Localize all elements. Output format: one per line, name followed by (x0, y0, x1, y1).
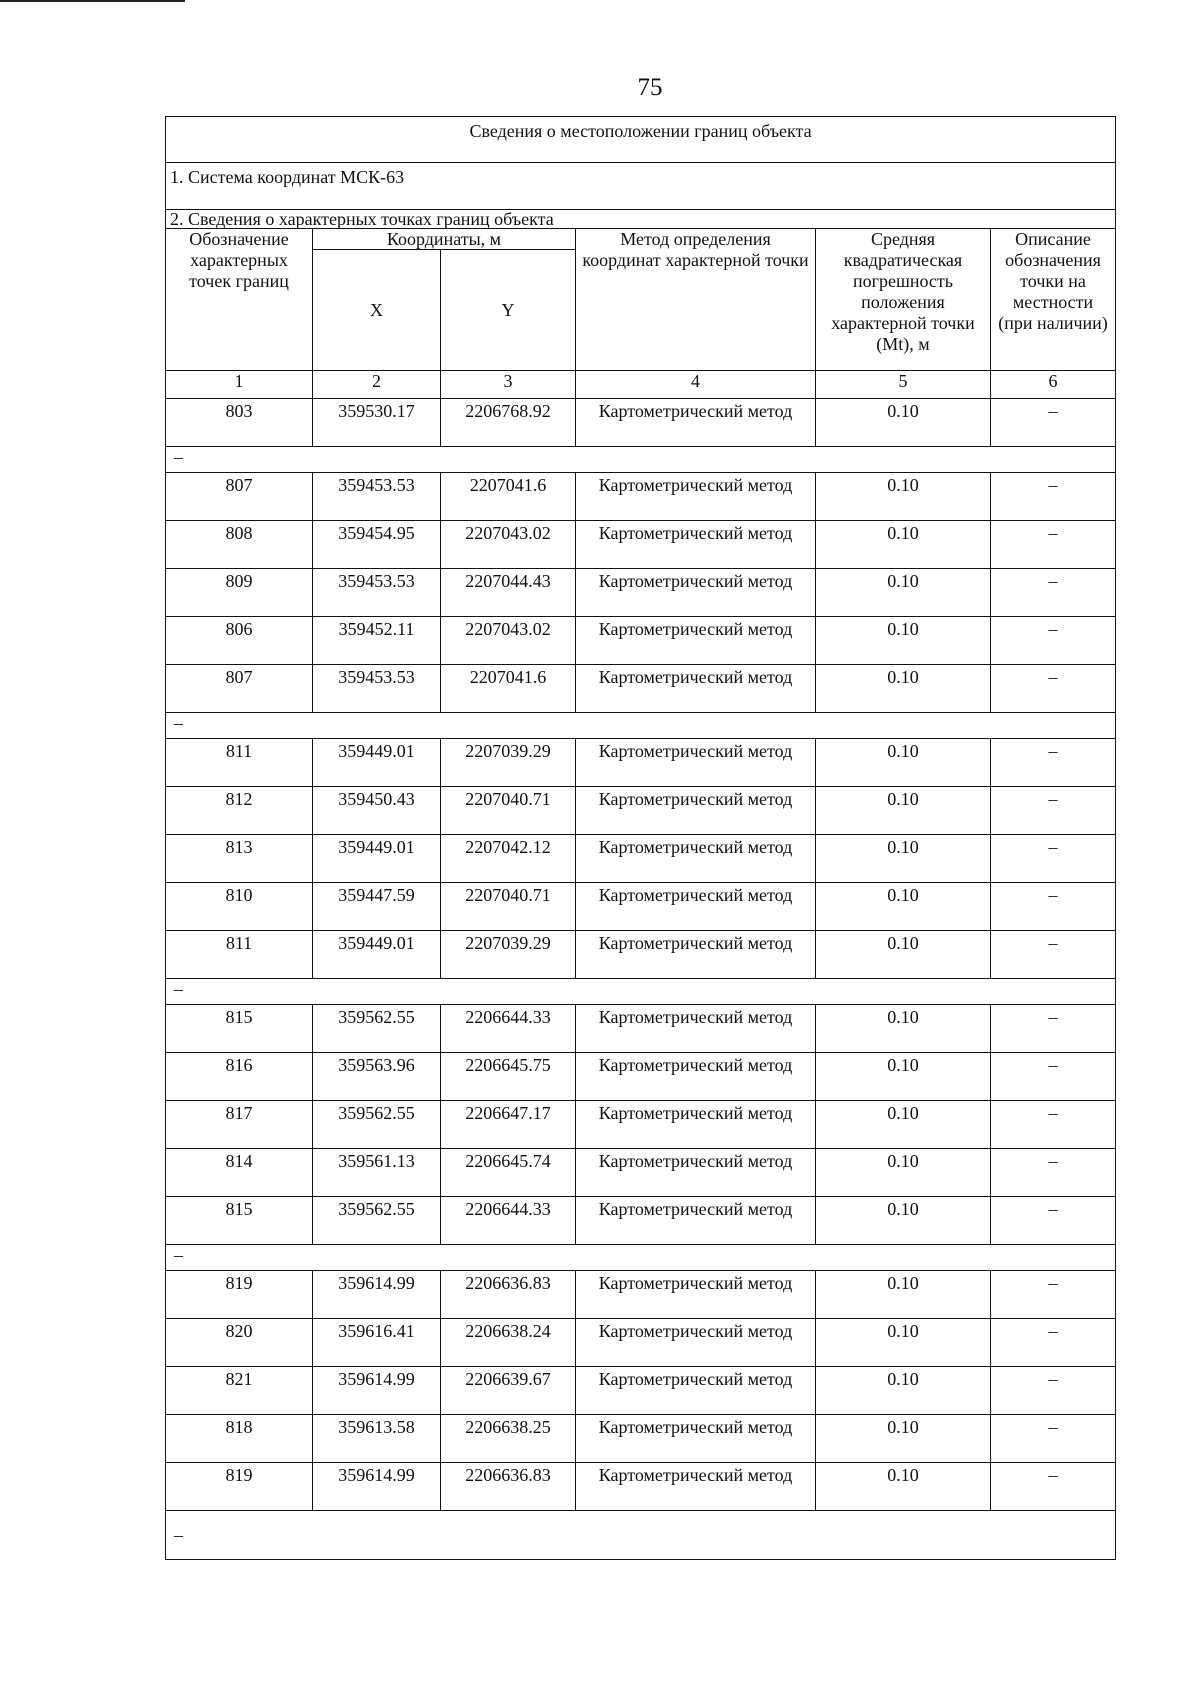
error-cell: 0.10 (816, 473, 991, 521)
group-separator: – (166, 1245, 1116, 1271)
table-row (166, 835, 1116, 883)
table-row (166, 787, 1116, 835)
coordinate-system: 1. Система координат МСК-63 (166, 163, 1116, 210)
table-row (166, 1463, 1116, 1511)
y-cell: 2206636.83 (441, 1463, 576, 1511)
description-cell: – (991, 473, 1116, 521)
table-row (166, 931, 1116, 979)
header-x: X (313, 250, 441, 371)
y-cell: 2206639.67 (441, 1367, 576, 1415)
method-cell: Картометрический метод (576, 1197, 816, 1245)
error-cell: 0.10 (816, 665, 991, 713)
description-cell: – (991, 739, 1116, 787)
point-cell: 819 (166, 1463, 313, 1511)
y-cell: 2207039.29 (441, 931, 576, 979)
scan-artifact-line (0, 0, 185, 2)
method-cell: Картометрический метод (576, 1271, 816, 1319)
x-cell: 359562.55 (313, 1005, 441, 1053)
x-cell: 359449.01 (313, 739, 441, 787)
header-y: Y (441, 250, 576, 371)
method-cell: Картометрический метод (576, 569, 816, 617)
table-row (166, 1053, 1116, 1101)
x-cell: 359561.13 (313, 1149, 441, 1197)
table-row (166, 1271, 1116, 1319)
page-number: 75 (637, 74, 663, 101)
x-cell: 359613.58 (313, 1415, 441, 1463)
table-title: Сведения о местоположении границ объекта (166, 117, 1116, 163)
method-cell: Картометрический метод (576, 787, 816, 835)
point-cell: 815 (166, 1005, 313, 1053)
x-cell: 359563.96 (313, 1053, 441, 1101)
column-number: 5 (816, 371, 991, 399)
description-cell: – (991, 1367, 1116, 1415)
table-row (166, 617, 1116, 665)
error-cell: 0.10 (816, 787, 991, 835)
point-cell: 820 (166, 1319, 313, 1367)
method-cell: Картометрический метод (576, 1463, 816, 1511)
description-cell: – (991, 617, 1116, 665)
y-cell: 2207043.02 (441, 617, 576, 665)
description-cell: – (991, 665, 1116, 713)
error-cell: 0.10 (816, 1415, 991, 1463)
x-cell: 359616.41 (313, 1319, 441, 1367)
x-cell: 359562.55 (313, 1101, 441, 1149)
x-cell: 359450.43 (313, 787, 441, 835)
error-cell: 0.10 (816, 1319, 991, 1367)
table-row (166, 473, 1116, 521)
column-number: 1 (166, 371, 313, 399)
point-cell: 817 (166, 1101, 313, 1149)
description-cell: – (991, 883, 1116, 931)
section-title: 2. Сведения о характерных точках границ объекта (166, 210, 1116, 229)
x-cell: 359452.11 (313, 617, 441, 665)
group-separator: – (166, 1511, 1116, 1560)
method-cell: Картометрический метод (576, 399, 816, 447)
header-description: Описание обозначения точки на местности (при наличии) (991, 229, 1116, 371)
y-cell: 2206644.33 (441, 1005, 576, 1053)
table-row (166, 1005, 1116, 1053)
point-cell: 810 (166, 883, 313, 931)
y-cell: 2207041.6 (441, 665, 576, 713)
error-cell: 0.10 (816, 1463, 991, 1511)
y-cell: 2207042.12 (441, 835, 576, 883)
point-cell: 811 (166, 739, 313, 787)
method-cell: Картометрический метод (576, 1319, 816, 1367)
header-error: Средняя квадратическая погрешность положения характерной точки (Mt), м (816, 229, 991, 371)
error-cell: 0.10 (816, 1367, 991, 1415)
x-cell: 359453.53 (313, 473, 441, 521)
method-cell: Картометрический метод (576, 883, 816, 931)
y-cell: 2206644.33 (441, 1197, 576, 1245)
table-row (166, 521, 1116, 569)
error-cell: 0.10 (816, 739, 991, 787)
y-cell: 2207044.43 (441, 569, 576, 617)
header-method: Метод определения координат характерной точки (576, 229, 816, 371)
header-coordinates: Координаты, м (313, 229, 576, 250)
x-cell: 359614.99 (313, 1367, 441, 1415)
point-cell: 808 (166, 521, 313, 569)
y-cell: 2207043.02 (441, 521, 576, 569)
table-row (166, 1197, 1116, 1245)
description-cell: – (991, 1005, 1116, 1053)
column-number: 2 (313, 371, 441, 399)
y-cell: 2207040.71 (441, 883, 576, 931)
method-cell: Картометрический метод (576, 835, 816, 883)
description-cell: – (991, 835, 1116, 883)
description-cell: – (991, 1053, 1116, 1101)
group-separator-row (166, 1245, 1116, 1271)
y-cell: 2207040.71 (441, 787, 576, 835)
table-row (166, 1101, 1116, 1149)
table-row (166, 739, 1116, 787)
group-separator: – (166, 447, 1116, 473)
y-cell: 2206647.17 (441, 1101, 576, 1149)
description-cell: – (991, 399, 1116, 447)
point-cell: 821 (166, 1367, 313, 1415)
description-cell: – (991, 1271, 1116, 1319)
x-cell: 359530.17 (313, 399, 441, 447)
group-separator-row (166, 979, 1116, 1005)
method-cell: Картометрический метод (576, 473, 816, 521)
x-cell: 359453.53 (313, 665, 441, 713)
x-cell: 359562.55 (313, 1197, 441, 1245)
column-number: 6 (991, 371, 1116, 399)
column-numbers-row (166, 371, 1116, 399)
y-cell: 2206636.83 (441, 1271, 576, 1319)
error-cell: 0.10 (816, 835, 991, 883)
point-cell: 809 (166, 569, 313, 617)
table-row (166, 883, 1116, 931)
boundary-points-table (165, 116, 1116, 1560)
description-cell: – (991, 1463, 1116, 1511)
error-cell: 0.10 (816, 521, 991, 569)
y-cell: 2206645.75 (441, 1053, 576, 1101)
method-cell: Картометрический метод (576, 521, 816, 569)
method-cell: Картометрический метод (576, 1005, 816, 1053)
point-cell: 813 (166, 835, 313, 883)
description-cell: – (991, 931, 1116, 979)
error-cell: 0.10 (816, 1197, 991, 1245)
point-cell: 811 (166, 931, 313, 979)
method-cell: Картометрический метод (576, 1149, 816, 1197)
group-separator: – (166, 979, 1116, 1005)
y-cell: 2206638.24 (441, 1319, 576, 1367)
x-cell: 359614.99 (313, 1463, 441, 1511)
point-cell: 803 (166, 399, 313, 447)
description-cell: – (991, 1197, 1116, 1245)
method-cell: Картометрический метод (576, 739, 816, 787)
table-row (166, 665, 1116, 713)
table-row (166, 399, 1116, 447)
error-cell: 0.10 (816, 1053, 991, 1101)
table-row (166, 1149, 1116, 1197)
point-cell: 815 (166, 1197, 313, 1245)
group-separator-row (166, 447, 1116, 473)
description-cell: – (991, 569, 1116, 617)
table-row (166, 1367, 1116, 1415)
x-cell: 359453.53 (313, 569, 441, 617)
y-cell: 2206638.25 (441, 1415, 576, 1463)
description-cell: – (991, 1319, 1116, 1367)
point-cell: 807 (166, 473, 313, 521)
y-cell: 2207039.29 (441, 739, 576, 787)
error-cell: 0.10 (816, 1149, 991, 1197)
error-cell: 0.10 (816, 1101, 991, 1149)
description-cell: – (991, 1101, 1116, 1149)
error-cell: 0.10 (816, 931, 991, 979)
x-cell: 359447.59 (313, 883, 441, 931)
x-cell: 359449.01 (313, 931, 441, 979)
point-cell: 807 (166, 665, 313, 713)
description-cell: – (991, 787, 1116, 835)
table-row (166, 1415, 1116, 1463)
table-row (166, 1319, 1116, 1367)
x-cell: 359614.99 (313, 1271, 441, 1319)
error-cell: 0.10 (816, 1005, 991, 1053)
table-row (166, 569, 1116, 617)
x-cell: 359454.95 (313, 521, 441, 569)
column-number: 3 (441, 371, 576, 399)
method-cell: Картометрический метод (576, 1367, 816, 1415)
error-cell: 0.10 (816, 617, 991, 665)
group-separator-row (166, 713, 1116, 739)
method-cell: Картометрический метод (576, 617, 816, 665)
method-cell: Картометрический метод (576, 1415, 816, 1463)
point-cell: 819 (166, 1271, 313, 1319)
description-cell: – (991, 1149, 1116, 1197)
method-cell: Картометрический метод (576, 931, 816, 979)
error-cell: 0.10 (816, 569, 991, 617)
method-cell: Картометрический метод (576, 1101, 816, 1149)
method-cell: Картометрический метод (576, 1053, 816, 1101)
y-cell: 2206768.92 (441, 399, 576, 447)
point-cell: 818 (166, 1415, 313, 1463)
error-cell: 0.10 (816, 1271, 991, 1319)
point-cell: 814 (166, 1149, 313, 1197)
point-cell: 816 (166, 1053, 313, 1101)
error-cell: 0.10 (816, 399, 991, 447)
group-separator-row (166, 1511, 1116, 1560)
description-cell: – (991, 521, 1116, 569)
group-separator: – (166, 713, 1116, 739)
method-cell: Картометрический метод (576, 665, 816, 713)
y-cell: 2207041.6 (441, 473, 576, 521)
column-number: 4 (576, 371, 816, 399)
point-cell: 812 (166, 787, 313, 835)
error-cell: 0.10 (816, 883, 991, 931)
description-cell: – (991, 1415, 1116, 1463)
y-cell: 2206645.74 (441, 1149, 576, 1197)
point-cell: 806 (166, 617, 313, 665)
x-cell: 359449.01 (313, 835, 441, 883)
header-designation: Обозначение характерных точек границ (166, 229, 313, 371)
